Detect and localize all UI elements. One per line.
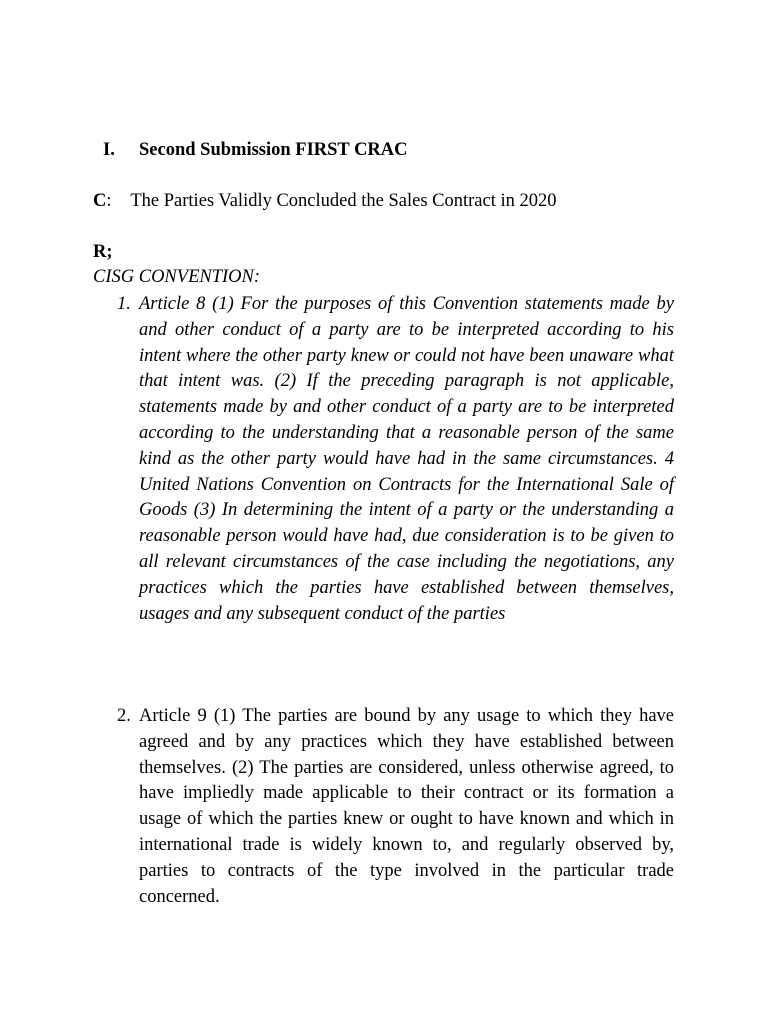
list-item-text: Article 9 (1) The parties are bound by any usage to which they have agreed and by any practices which they have established between themselves. (2) The parties are considered, unless otherwise agreed, to have impliedly made applicable to their contract or its formation a usage of which the parties knew or ought to have known and which in international trade is widely known to, and regularly observed by, parties to contracts of the type involved in the particular trade concerned. bbox=[139, 706, 674, 907]
list-item-marker: 1. bbox=[117, 294, 131, 314]
conclusion-label: C bbox=[93, 191, 107, 211]
list-item-article-9 bbox=[93, 704, 674, 910]
list-item-article-8 bbox=[93, 292, 674, 627]
list-item-marker: 2. bbox=[117, 706, 131, 726]
section-number: I. bbox=[103, 140, 115, 160]
convention-label: CISG CONVENTION: bbox=[93, 267, 261, 287]
section-title: Second Submission FIRST CRAC bbox=[139, 140, 408, 160]
section-heading bbox=[103, 140, 408, 161]
conclusion-text: The Parties Validly Concluded the Sales Contract in 2020 bbox=[130, 191, 557, 211]
conclusion-separator: : bbox=[106, 191, 112, 211]
conclusion-line bbox=[93, 191, 557, 212]
list-item-text: Article 8 (1) For the purposes of this Convention statements made by and other conduct of a party are to be interpreted according to his intent where the other party knew or could not have been unaware what that intent was. (2) If the preceding paragraph is not applicable, statements made by and other conduct of a party are to be interpreted according to the understanding that a reasonable person of the same kind as the other party would have had in the same circumstances. 4 United Nations Convention on Contracts for the International Sale of Goods (3) In determining the intent of a party or the understanding a reasonable person would have had, due consideration is to be given to all relevant circumstances of the case including the negotiations, any practices which the parties have established between themselves, usages and any subsequent conduct of the parties bbox=[139, 294, 674, 624]
rule-label: R; bbox=[93, 242, 113, 262]
